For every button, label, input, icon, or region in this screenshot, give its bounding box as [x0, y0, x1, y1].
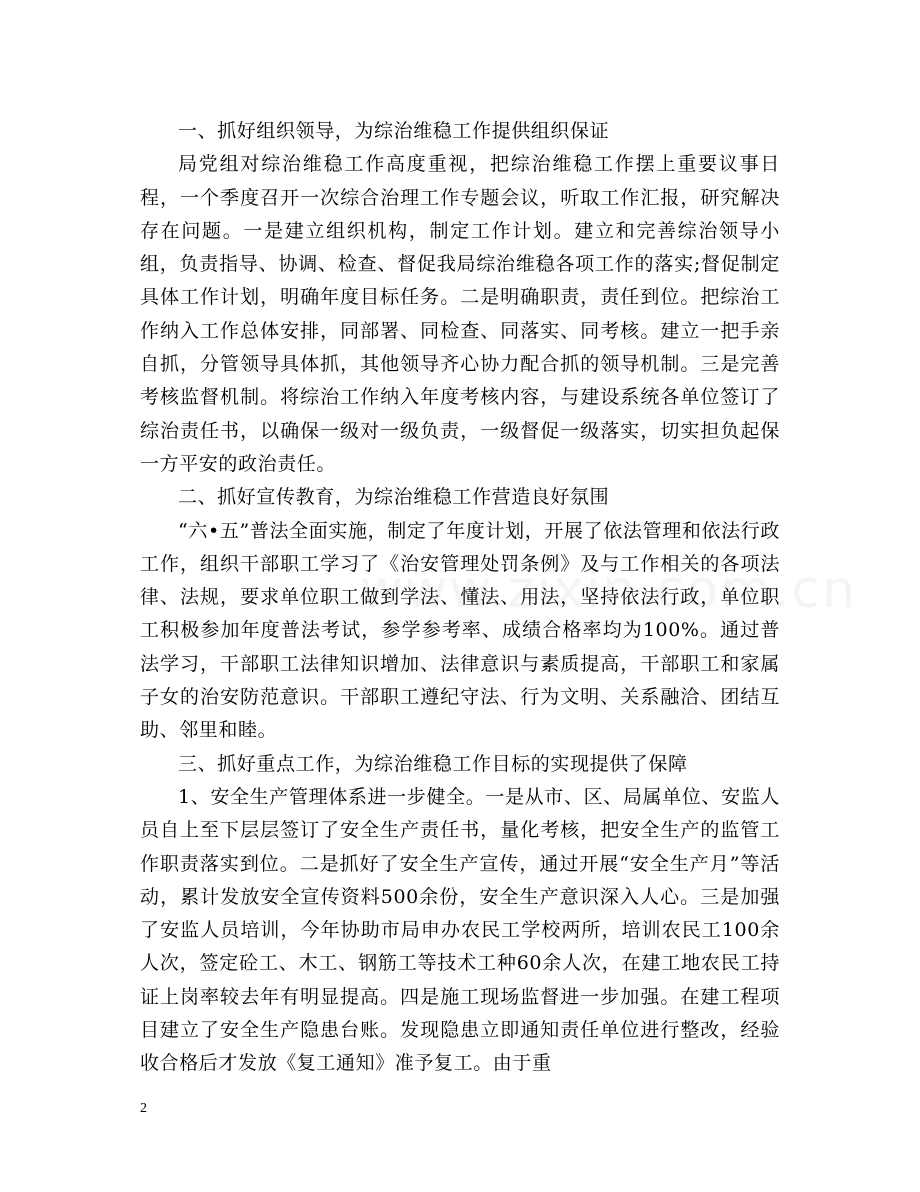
section-heading-1: 一、抓好组织领导，为综治维稳工作提供组织保证 [178, 120, 610, 142]
paragraph-safety-production: 1、安全生产管理体系进一步健全。一是从市、区、局属单位、安监人员自上至下层层签订了安全生产责任书，量化考核，把安全生产的监管工作职责落实到位。二是抓好了安全生产宣传，通过开展“安全生产月”等活动，累计发放安全宣传资料500余份，安全生产意识深入人心。三是加强了安监人员培训，今年协助市局申办农民工学校两所，培训农民工100余人次，签定砼工、木工、钢筋工等技术工种60余人次，在建工地农民工持证上岗率较去年有明显提高。四是施工现场监督进一步加强。在建工程项目建立了安全生产隐患台账。发现隐患立即通知责任单位进行整改，经验收合格后才发放《复工通知》准予复工。由于重 [140, 785, 780, 1075]
paragraph-organization: 局党组对综治维稳工作高度重视，把综治维稳工作摆上重要议事日程，一个季度召开一次综合治理工作专题会议，听取工作汇报，研究解决存在问题。一是建立组织机构，制定工作计划。建立和完善综治领导小组，负责指导、协调、检查、督促我局综治维稳各项工作的落实;督促制定具体工作计划，明确年度目标任务。二是明确职责，责任到位。把综治工作纳入工作总体安排，同部署、同检查、同落实、同考核。建立一把手亲自抓，分管领导具体抓，其他领导齐心协力配合抓的领导机制。三是完善考核监督机制。将综治工作纳入年度考核内容，与建设系统各单位签订了综治责任书，以确保一级对一级负责，一级督促一级落实，切实担负起保一方平安的政治责任。 [140, 153, 780, 475]
page-number: 2 [140, 1101, 147, 1116]
section-heading-2: 二、抓好宣传教育，为综治维稳工作营造良好氛围 [178, 486, 610, 509]
paragraph-legal-education: “六•五”普法全面实施，制定了年度计划，开展了依法管理和依法行政工作，组织干部职工学习了《治安管理处罚条例》及与工作相关的各项法律、法规，要求单位职工做到学法、懂法、用法，坚持依法行政，单位职工积极参加年度普法考试，参学参考率、成绩合格率均为100%。通过普法学习，干部职工法律知识增加、法律意识与素质提高，干部职工和家属子女的治安防范意识。干部职工遵纪守法、行为文明、关系融洽、团结互助、邻里和睦。 [140, 519, 780, 742]
section-heading-3: 三、抓好重点工作，为综治维稳工作目标的实现提供了保障 [178, 752, 688, 775]
document-body [140, 115, 780, 1081]
